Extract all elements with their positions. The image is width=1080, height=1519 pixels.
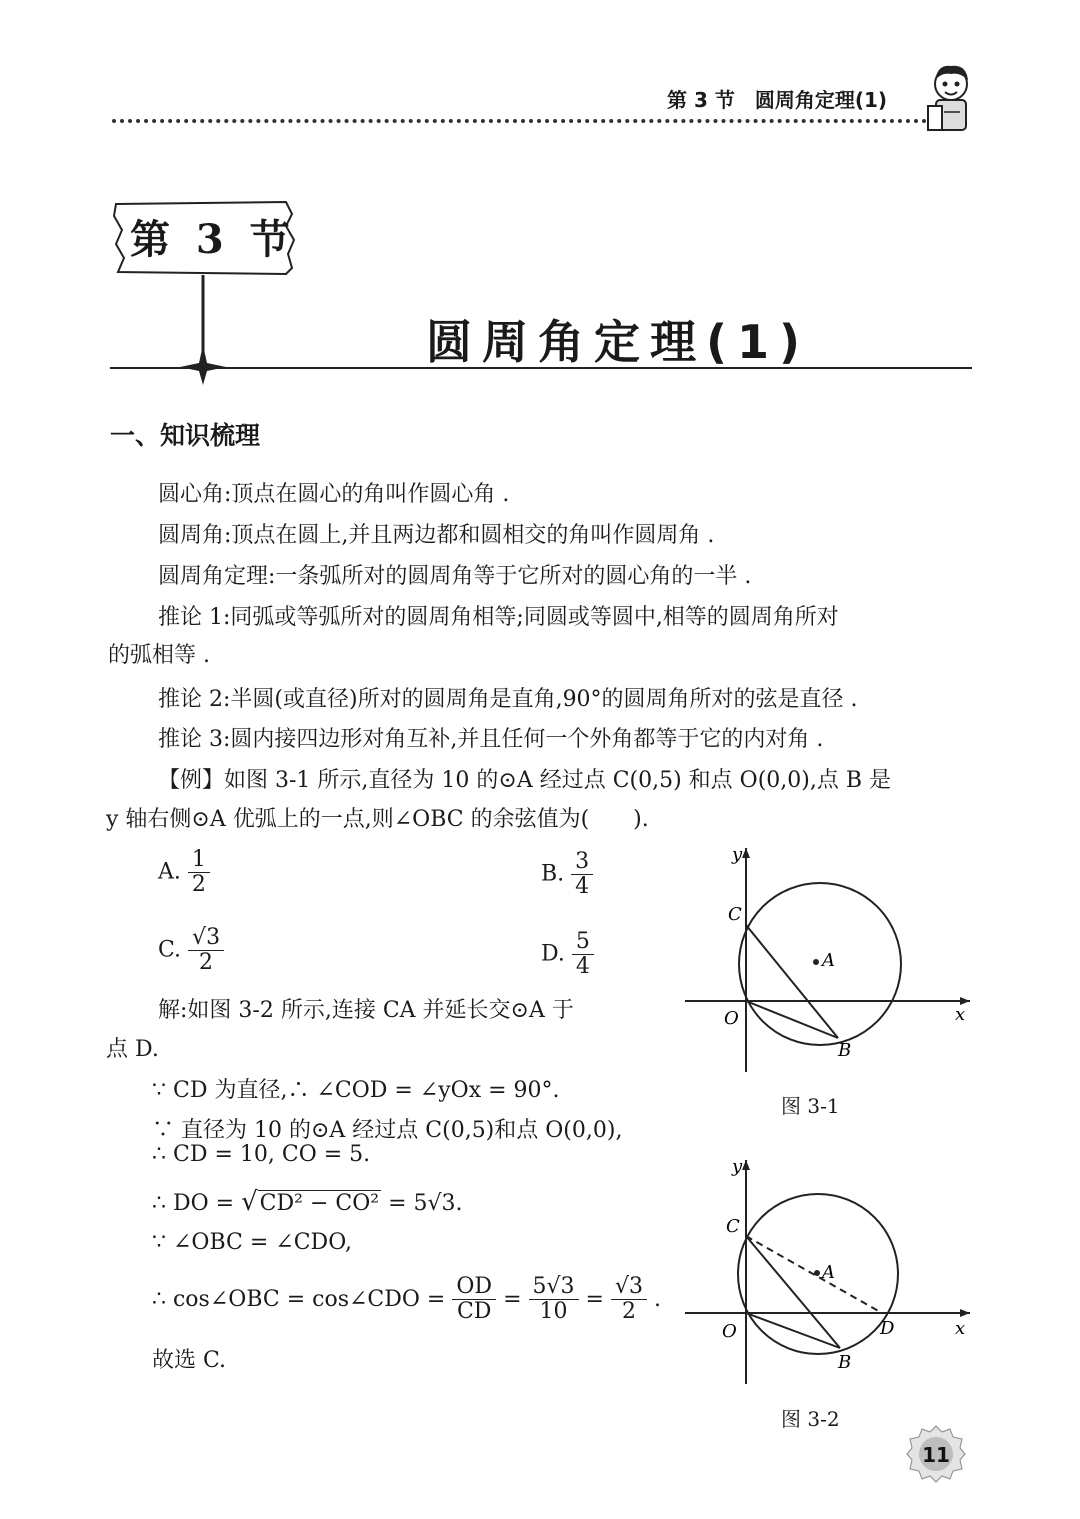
- option-c: C. $\frac{√3}{2}$: [158, 926, 224, 975]
- page-number: 11: [922, 1443, 950, 1467]
- page-number-badge: [906, 1424, 966, 1484]
- solution-line: 点 D.: [106, 1037, 159, 1062]
- figure-3-1: [680, 840, 980, 1080]
- solution-cos-line: ∴ cos∠OBC = cos∠CDO = $\frac{OD}{CD}$ = $\frac{5√3}{10}$ = $\frac{√3}{2}$ .: [152, 1274, 661, 1325]
- svg-text:C: C: [726, 1216, 740, 1237]
- svg-text:B: B: [838, 1040, 852, 1061]
- option-d: D. $\frac{5}{4}$: [541, 930, 594, 979]
- figure-3-2-caption: 图 3-2: [781, 1407, 840, 1431]
- svg-text:y: y: [732, 1156, 743, 1177]
- svg-text:A: A: [822, 950, 835, 971]
- section-heading: 一、知识梳理: [110, 421, 261, 450]
- running-head: 第 3 节 圆周角定理(1): [667, 88, 888, 112]
- solution-line: 解:如图 3-2 所示,连接 CA 并延长交⊙A 于: [158, 998, 574, 1023]
- svg-text:C: C: [728, 904, 742, 925]
- example-line: 【例】如图 3-1 所示,直径为 10 的⊙A 经过点 C(0,5) 和点 O(0,0),点 B 是: [158, 768, 892, 793]
- figure-3-2: [680, 1152, 980, 1392]
- section-label: 第 3 节: [130, 216, 296, 263]
- figure-3-1-caption: 图 3-1: [781, 1094, 840, 1118]
- knowledge-line: 圆心角:顶点在圆心的角叫作圆心角 .: [158, 482, 510, 507]
- solution-line: ∴ CD = 10, CO = 5.: [152, 1142, 371, 1167]
- knowledge-line: 的弧相等 .: [108, 643, 210, 668]
- knowledge-line: 推论 3:圆内接四边形对角互补,并且任何一个外角都等于它的内对角 .: [158, 727, 824, 752]
- solution-line: ∵ 直径为 10 的⊙A 经过点 C(0,5)和点 O(0,0),: [152, 1118, 623, 1143]
- header-dotted-rule: [112, 119, 927, 123]
- option-a: A. $\frac{1}{2}$: [158, 848, 210, 897]
- knowledge-line: 圆周角:顶点在圆上,并且两边都和圆相交的角叫作圆周角 .: [158, 523, 715, 548]
- svg-text:x: x: [955, 1004, 966, 1025]
- solution-line: ∵ CD 为直径,∴ ∠COD = ∠yOx = 90°.: [152, 1078, 560, 1103]
- solution-line: ∵ ∠OBC = ∠CDO,: [152, 1230, 352, 1255]
- solution-line: ∴ DO = √CD² − CO² = 5√3.: [152, 1187, 463, 1217]
- knowledge-line: 推论 2:半圆(或直径)所对的圆周角是直角,90°的圆周角所对的弦是直径 .: [158, 687, 858, 712]
- svg-text:A: A: [822, 1262, 835, 1283]
- svg-text:D: D: [880, 1318, 895, 1339]
- svg-text:B: B: [838, 1352, 852, 1373]
- main-title: 圆周角定理(1): [426, 315, 811, 369]
- svg-text:y: y: [732, 844, 743, 865]
- solution-line: 故选 C.: [152, 1348, 227, 1373]
- knowledge-line: 圆周角定理:一条弧所对的圆周角等于它所对的圆心角的一半 .: [158, 564, 752, 589]
- mascot-icon: [924, 62, 978, 136]
- svg-text:O: O: [722, 1321, 737, 1342]
- svg-text:O: O: [724, 1008, 739, 1029]
- knowledge-line: 推论 1:同弧或等弧所对的圆周角相等;同圆或等圆中,相等的圆周角所对: [158, 605, 839, 630]
- example-line: y 轴右侧⊙A 优弧上的一点,则∠OBC 的余弦值为( ).: [106, 807, 649, 832]
- option-b: B. $\frac{3}{4}$: [541, 850, 593, 899]
- svg-text:x: x: [955, 1318, 966, 1339]
- title-rule: [110, 367, 972, 369]
